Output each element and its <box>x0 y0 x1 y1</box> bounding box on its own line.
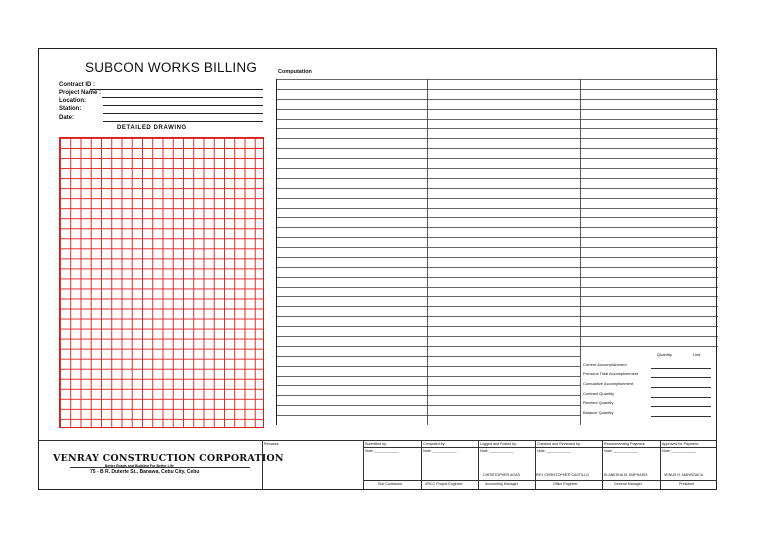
project-name-field[interactable] <box>102 97 263 98</box>
computed-by-role: VRCC Project Engineer <box>425 482 463 486</box>
form-title: SUBCON WORKS BILLING <box>85 60 258 75</box>
company-address: 75 - B R. Duterte St., Banawa, Cebu City, Cebu <box>90 469 200 475</box>
footer-heading-rule <box>363 447 717 448</box>
footer-logo-divider <box>262 440 263 490</box>
unit-header: Unit <box>693 352 701 357</box>
checked-by-role: Office Engineer <box>553 482 578 486</box>
detailed-drawing-label: DETAILED DRAWING <box>117 125 187 131</box>
logged-by-name: CHRISTOPHER AGAS <box>483 473 520 477</box>
approved-role: President <box>679 482 695 486</box>
contract-id-label: Contract ID : <box>59 82 95 88</box>
submitted-by-role: Sub Contractor <box>378 482 403 486</box>
logged-by-note[interactable]: Note: ____________ <box>480 449 514 453</box>
station-label: Station: <box>59 106 82 112</box>
recommending-name: ELANESHA M. EMPHASIS <box>604 473 648 477</box>
computation-table[interactable] <box>276 79 718 425</box>
remarks-label: Remarks: <box>264 442 280 446</box>
computed-by-heading: Computed by: <box>423 442 446 446</box>
location-field[interactable] <box>103 105 263 106</box>
quantity-header: Quantity <box>657 352 672 357</box>
footer-role-rule <box>363 480 717 481</box>
summary-row-current: Current Accomplishment <box>583 362 627 367</box>
company-underline <box>70 467 250 468</box>
checked-by-name: REY CHRISTOPHER CASTILLO <box>536 473 589 477</box>
recommending-role: General Manager <box>614 482 642 486</box>
approved-note[interactable]: Note: ____________ <box>662 449 696 453</box>
checked-by-note[interactable]: Note: ____________ <box>537 449 571 453</box>
computation-lines <box>277 79 718 425</box>
logged-by-role: Accounting Manager <box>485 482 518 486</box>
summary-row-contract: Contract Quantity <box>583 391 615 396</box>
revised-qty-field[interactable] <box>651 406 711 407</box>
recommending-note[interactable]: Note: ____________ <box>604 449 638 453</box>
submitted-by-heading: Submitted by: <box>365 442 387 446</box>
company-name: VENRAY CONSTRUCTION CORPORATION <box>53 453 284 464</box>
summary-row-revised: Revised Quantity <box>583 400 614 405</box>
date-label: Date: <box>59 115 75 121</box>
summary-row-cumulative: Cumulative Accomplishment <box>583 381 634 386</box>
summary-row-previous: Previous Total Accomplishment <box>583 371 639 376</box>
computation-label: Computation <box>278 69 312 75</box>
balance-qty-field[interactable] <box>651 416 711 417</box>
contract-id-field[interactable] <box>90 89 263 90</box>
cumulative-qty-field[interactable] <box>651 387 711 388</box>
date-field[interactable] <box>103 121 263 122</box>
station-field[interactable] <box>103 113 263 114</box>
current-qty-field[interactable] <box>651 368 711 369</box>
approved-name: VENUS H. MANISSACA <box>664 473 704 477</box>
computed-by-note[interactable]: Note: ____________ <box>423 449 457 453</box>
logged-by-heading: Logged and Posted by: <box>480 442 517 446</box>
previous-qty-field[interactable] <box>651 377 711 378</box>
project-name-label: Project Name : <box>59 90 102 96</box>
footer-divider <box>38 440 717 441</box>
drawing-grid[interactable] <box>59 137 264 428</box>
recommending-heading: Recommending Payment: <box>604 442 646 446</box>
contract-qty-field[interactable] <box>651 397 711 398</box>
summary-row-balance: Balance Quantity <box>583 410 614 415</box>
location-label: Location: <box>59 98 86 104</box>
checked-by-heading: Checked and Reviewed by: <box>537 442 581 446</box>
submitted-by-note[interactable]: Note: ____________ <box>365 449 399 453</box>
approved-heading: Approved for Payment: <box>662 442 699 446</box>
company-tagline: Better Roads and Building For Better Life <box>105 464 174 468</box>
